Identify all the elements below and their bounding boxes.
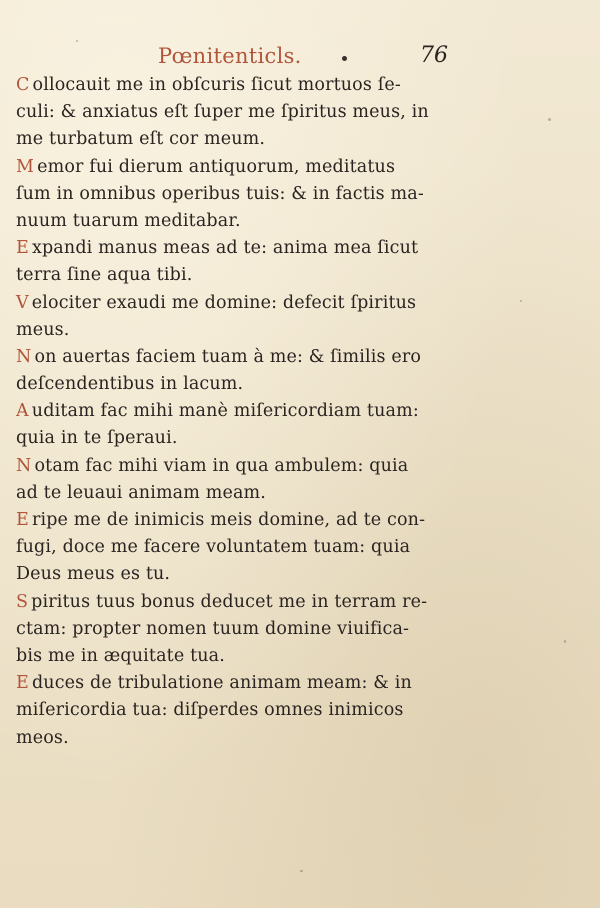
verse-line xyxy=(16,643,466,670)
verse-line-text: bis me in æquitate tua. xyxy=(16,645,225,666)
verse-line-text: meus. xyxy=(16,319,70,340)
verse-line-text: uditam fac mihi manè miſericordiam tuam: xyxy=(31,401,419,422)
verse-line-text: meos. xyxy=(16,727,69,748)
verse-line-text: emor fui dierum antiquorum, meditatus xyxy=(37,156,396,177)
verse-line xyxy=(16,507,466,534)
verse-line xyxy=(16,72,466,99)
verse-line-text: fugi, doce me facere voluntatem tuam: quia xyxy=(16,537,411,558)
verse-line-text: ripe me de inimicis meis domine, ad te con- xyxy=(31,510,426,530)
verse-line-text: Deus meus es tu. xyxy=(16,564,171,585)
verse-line xyxy=(16,453,466,480)
verse-line xyxy=(16,262,466,289)
verse-line xyxy=(16,317,466,344)
verse-line-text: duces de tribulatione animam meam: & in xyxy=(31,673,412,694)
verse-initial: E xyxy=(16,673,29,694)
page-header xyxy=(0,40,600,72)
paper-speck xyxy=(300,870,303,872)
verse-line xyxy=(16,480,466,507)
verse-line-text: otam fac mihi viam in qua ambulem: quia xyxy=(34,455,409,476)
verse-initial: N xyxy=(16,455,32,476)
verse-line-text: xpandi manus meas ad te: anima mea ſicut xyxy=(31,238,419,259)
paper-speck xyxy=(548,118,551,121)
verse-line-text: nuum tuarum meditabar. xyxy=(16,210,241,231)
verse-line xyxy=(16,670,466,697)
verse-line xyxy=(16,398,466,425)
verse-line-text: ſum in omnibus operibus tuis: & in factis ma- xyxy=(16,183,424,204)
paper-speck xyxy=(76,40,78,42)
verse-line-text: ollocauit me in obſcuris ſicut mortuos ſe- xyxy=(32,75,401,95)
verse-line-text: miſericordia tua: diſperdes omnes inimicos xyxy=(16,700,404,721)
verse-line xyxy=(16,425,466,452)
verse-line-text: piritus tuus bonus deducet me in terram re- xyxy=(31,591,428,612)
verse-initial: S xyxy=(16,591,29,612)
verse-line xyxy=(16,208,466,235)
paper-speck xyxy=(564,640,566,643)
verse-line-text: culi: & anxiatus eſt ſuper me ſpiritus meus, in xyxy=(16,102,429,123)
running-head: Pœnitenticls. xyxy=(158,44,302,68)
page-number: 76 xyxy=(420,43,448,68)
verse-initial: E xyxy=(16,238,29,259)
verse-initial: V xyxy=(16,292,29,313)
verse-initial: E xyxy=(16,510,29,530)
verse-line xyxy=(16,126,466,153)
verse-initial: A xyxy=(16,401,29,422)
verse-line xyxy=(16,725,466,752)
verse-line xyxy=(16,235,466,262)
verse-line xyxy=(16,371,466,398)
verse-line xyxy=(16,344,466,371)
header-ornament-dot xyxy=(342,56,347,61)
verse-line-text: ad te leuaui animam meam. xyxy=(16,482,267,503)
paper-speck xyxy=(520,300,522,302)
verse-line-text: elociter exaudi me domine: defecit ſpiritus xyxy=(31,292,417,313)
verse-line xyxy=(16,290,466,317)
verse-line xyxy=(16,99,466,126)
psalm-text-block xyxy=(16,72,466,752)
verse-line xyxy=(16,181,466,208)
verse-initial: M xyxy=(16,156,35,177)
verse-line-text: terra ſine aqua tibi. xyxy=(16,265,193,286)
verse-initial: C xyxy=(16,75,30,95)
verse-line xyxy=(16,616,466,643)
verse-line-text: quia in te ſperaui. xyxy=(16,428,178,449)
verse-line xyxy=(16,154,466,181)
verse-line-text: me turbatum eſt cor meum. xyxy=(16,129,266,150)
verse-line-text: on auertas faciem tuam à me: & ſimilis ero xyxy=(34,346,422,367)
verse-line xyxy=(16,589,466,616)
verse-line-text: deſcendentibus in lacum. xyxy=(16,374,244,395)
verse-line xyxy=(16,561,466,588)
verse-initial: N xyxy=(16,346,32,367)
verse-line xyxy=(16,534,466,561)
verse-line xyxy=(16,697,466,724)
verse-line-text: ctam: propter nomen tuum domine viuifica- xyxy=(16,618,410,639)
